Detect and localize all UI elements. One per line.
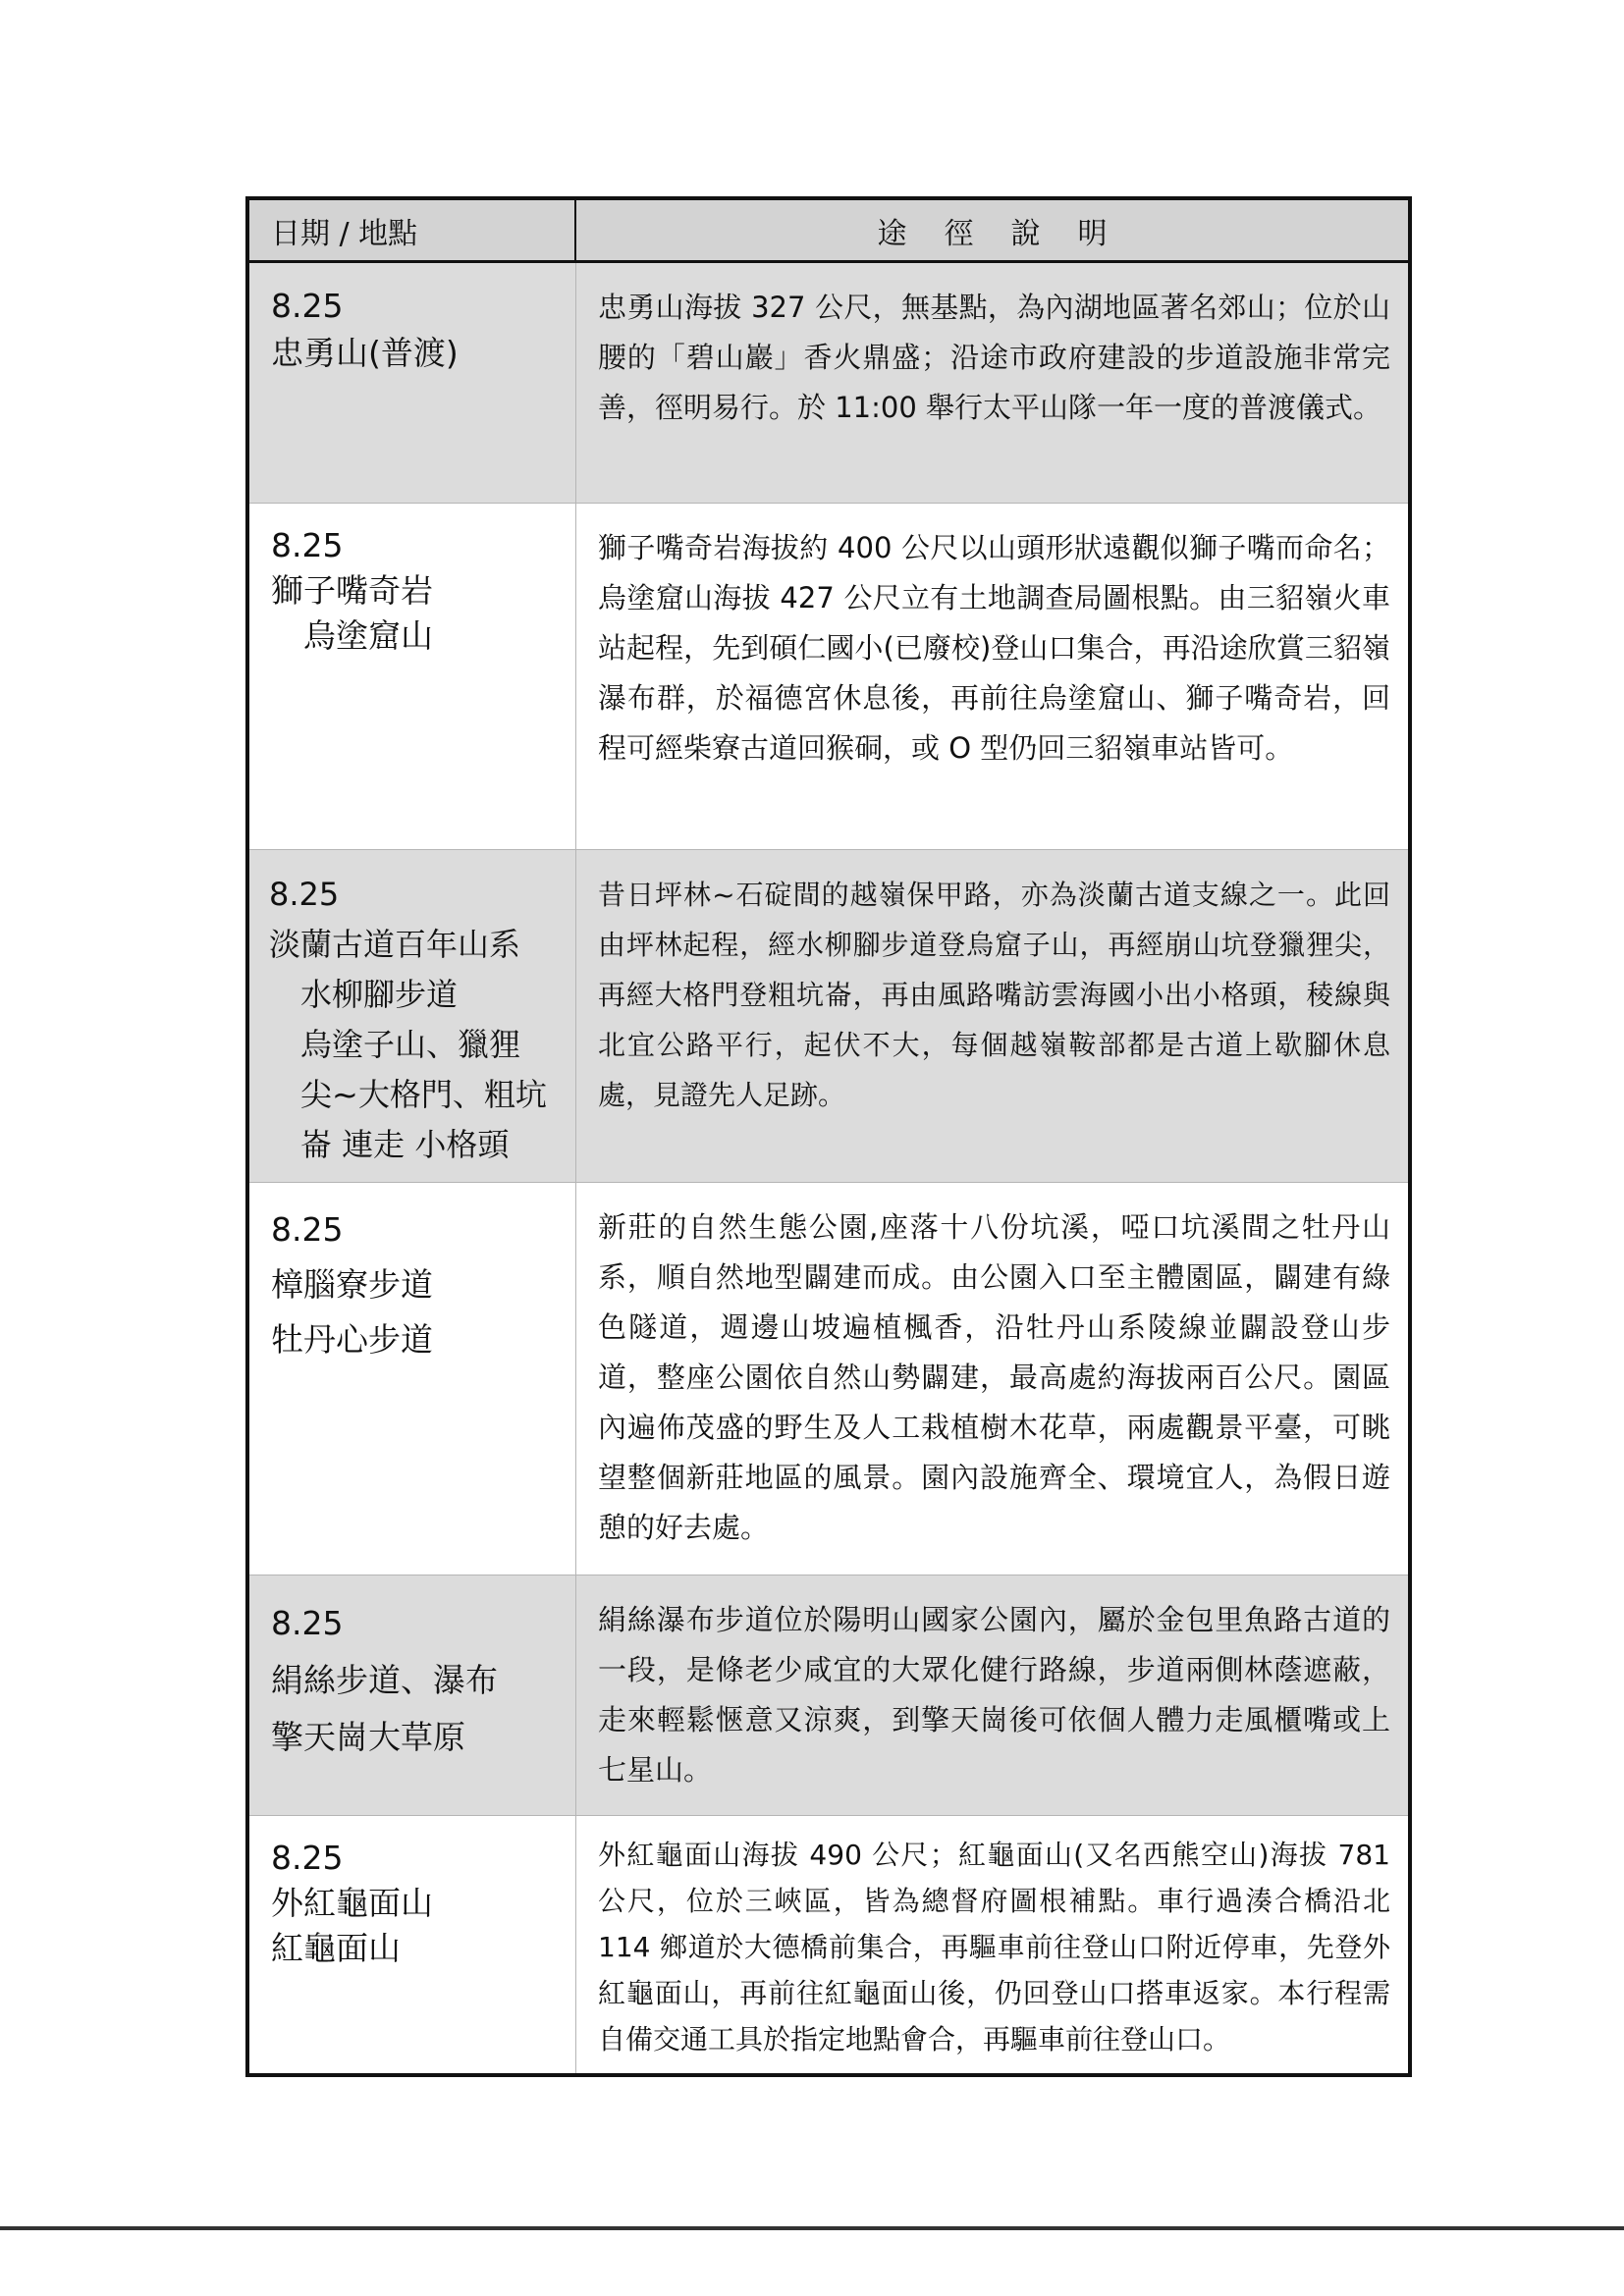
date-location-cell [249,263,576,503]
row-location: 尖~大格門、粗坑 [269,1076,547,1113]
date-location-cell [249,1183,576,1575]
table-row [249,263,1408,504]
row-date: 8.25 [271,1839,344,1877]
date-location-cell [249,1575,576,1815]
description-cell: 新莊的自然生態公園,座落十八份坑溪，啞口坑溪間之牡丹山系，順自然地型闢建而成。由公園入口至主體園區，闢建有綠色隧道，週邊山坡遍植楓香，沿牡丹山系陵線並闢設登山步道，整座公園依自然山勢闢建，最高處約海拔兩百公尺。園區內遍佈茂盛的野生及人工栽植樹木花草，兩處觀景平臺，可眺望整個新莊地區的風景。園內設施齊全、環境宜人，為假日遊憩的好去處。 [598,1210,1390,1544]
row-date: 8.25 [271,526,344,564]
row-location: 忠勇山(普渡) [271,334,459,372]
row-location: 崙 連走 小格頭 [269,1126,510,1163]
row-date: 8.25 [271,287,344,325]
row-location: 擎天崗大草原 [271,1718,465,1756]
table-row [249,1575,1408,1816]
row-date: 8.25 [271,1604,344,1642]
table-row [249,850,1408,1183]
description-cell: 昔日坪林~石碇間的越嶺保甲路，亦為淡蘭古道支線之一。此回由坪林起程，經水柳腳步道登烏窟子山，再經崩山坑登獵狸尖，再經大格門登粗坑崙，再由風路嘴訪雲海國小出小格頭，稜線與北宜公路平行，起伏不大，每個越嶺鞍部都是古道上歇腳休息處，見證先人足跡。 [598,879,1390,1111]
row-date: 8.25 [269,876,340,913]
row-location: 絹絲步道、瀑布 [271,1661,498,1699]
table-row [249,1816,1408,2073]
row-location: 水柳腳步道 [269,976,459,1013]
row-location: 樟腦寮步道 [271,1265,433,1304]
row-location: 牡丹心步道 [271,1320,433,1359]
row-location: 獅子嘴奇岩 [271,571,433,610]
itinerary-table [245,196,1412,2077]
row-location: 烏塗窟山 [271,616,433,655]
date-location-cell [249,850,576,1182]
description-cell: 忠勇山海拔 327 公尺，無基點，為內湖地區著名郊山；位於山腰的「碧山巖」香火鼎盛；沿途市政府建設的步道設施非常完善，徑明易行。於 11:00 舉行太平山隊一年一度的普渡儀式。 [598,291,1390,424]
header-route-description: 途徑說明 [877,216,1145,251]
table-header [249,200,1408,263]
row-location: 外紅龜面山 [271,1884,433,1922]
description-cell: 獅子嘴奇岩海拔約 400 公尺以山頭形狀遠觀似獅子嘴而命名；烏塗窟山海拔 427 公尺立有土地調查局圖根點。由三貂嶺火車站起程，先到碩仁國小(已廢校)登山口集合，再沿途欣賞三貂嶺瀑布群，於福德宮休息後，再前往烏塗窟山、獅子嘴奇岩，回程可經柴寮古道回猴硐，或 O 型仍回三貂嶺車站皆可。 [598,531,1390,765]
header-date-location: 日期 / 地點 [249,200,576,260]
row-location: 淡蘭古道百年山系 [269,926,521,963]
row-date: 8.25 [271,1210,344,1249]
description-cell: 絹絲瀑布步道位於陽明山國家公園內，屬於金包里魚路古道的一段，是條老少咸宜的大眾化健行路線，步道兩側林蔭遮蔽，走來輕鬆愜意又涼爽，到擎天崗後可依個人體力走風櫃嘴或上七星山。 [598,1603,1390,1787]
row-location: 烏塗子山、獵狸 [269,1026,521,1063]
table-row [249,1183,1408,1575]
page-bottom-rule [0,2226,1624,2230]
row-location: 紅龜面山 [271,1929,401,1967]
date-location-cell [249,1816,576,2073]
description-cell: 外紅龜面山海拔 490 公尺；紅龜面山(又名西熊空山)海拔 781 公尺，位於三峽區，皆為總督府圖根補點。車行過湊合橋沿北 114 鄉道於大德橋前集合，再驅車前往登山口附近停車，先登外紅龜面山，再前往紅龜面山後，仍回登山口搭車返家。本行程需自備交通工具於指定地點會合，再驅車前往登山口。 [598,1839,1390,2056]
table-row [249,504,1408,850]
date-location-cell [249,504,576,849]
